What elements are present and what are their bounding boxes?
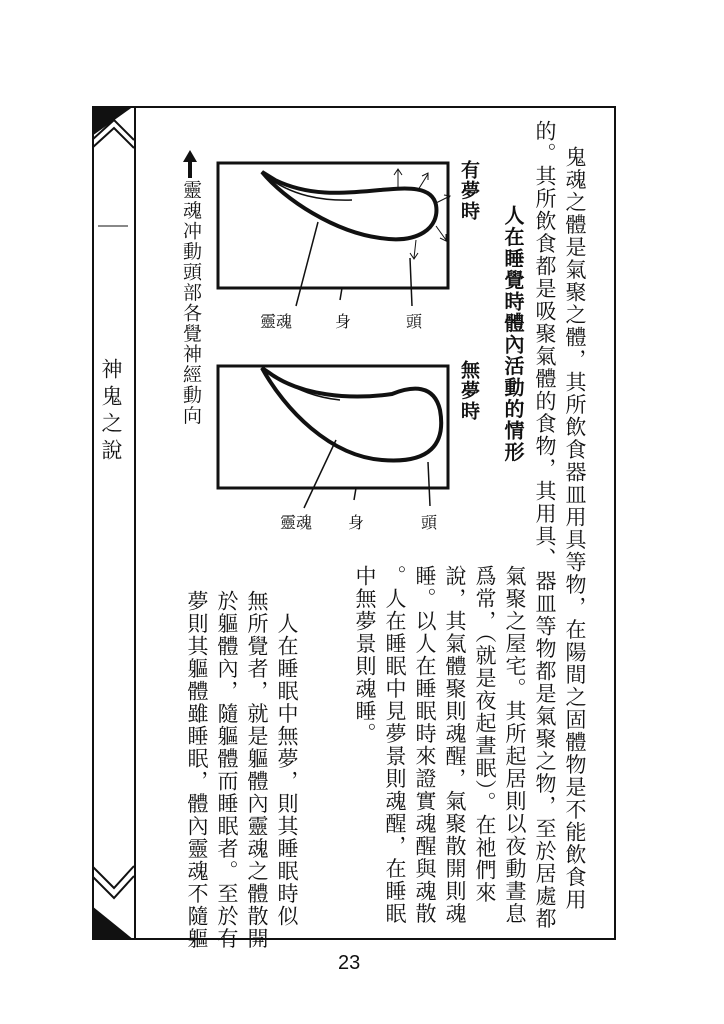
text-column: 人在睡眠中無夢，則其睡眠時似	[275, 590, 299, 928]
page-number: 23	[338, 952, 361, 974]
body-box-not-dreaming	[218, 366, 448, 488]
soul-shape-not-dreaming	[262, 368, 441, 461]
diagram-title: 人在睡覺時體內活動的情形	[501, 205, 525, 463]
dream-state-label: 有夢時	[458, 160, 480, 222]
text-column: 無所覺者，就是軀體內靈魂之體散開	[245, 590, 269, 950]
text-column: 睡。以人在睡眠時來證實魂醒與魂散	[413, 565, 437, 925]
side-note: 靈魂冲動頭部各覺神經動向	[180, 180, 202, 426]
soul-label-bottom: 靈魂	[280, 513, 313, 532]
text-column: 於軀體內，隨軀體而睡眠者。至於有	[215, 590, 239, 950]
text-column: 。人在睡眠中見夢景則魂醒，在睡眠	[383, 565, 407, 925]
up-arrow-icon	[183, 150, 197, 178]
head-label-top: 頭	[406, 312, 423, 331]
body-label-top: 身	[335, 312, 352, 331]
soul-label-top: 靈魂	[260, 312, 293, 331]
text-column: 夢則其軀體雖睡眠，體內靈魂不隨軀	[185, 590, 209, 950]
soul-shape-dreaming	[262, 172, 436, 239]
text-column: 說，其氣體聚則魂醒，氣聚散開則魂	[443, 565, 467, 925]
text-column: 氣聚之屋宅。其所起居則以夜動晝息	[503, 565, 527, 925]
nerve-arrows	[394, 169, 450, 259]
text-column: 中無夢景則魂睡。	[353, 565, 377, 745]
body-label-bottom: 身	[348, 513, 365, 532]
head-label-bottom: 頭	[421, 513, 438, 532]
text-column: 爲常，（就是夜起晝眠）。在祂們來	[473, 565, 497, 904]
no-dream-state-label: 無夢時	[458, 360, 480, 422]
text-column: 的。其所飲食都是吸聚氣體的食物，其用具、器皿等物都是氣聚之物，至於居處都	[533, 120, 557, 930]
text-column: 鬼魂之體是氣聚之體，其所飲食器皿用具等物，在陽間之固體物是不能飲食用	[563, 146, 587, 911]
sidebar-title: 神鬼之說	[99, 358, 123, 466]
